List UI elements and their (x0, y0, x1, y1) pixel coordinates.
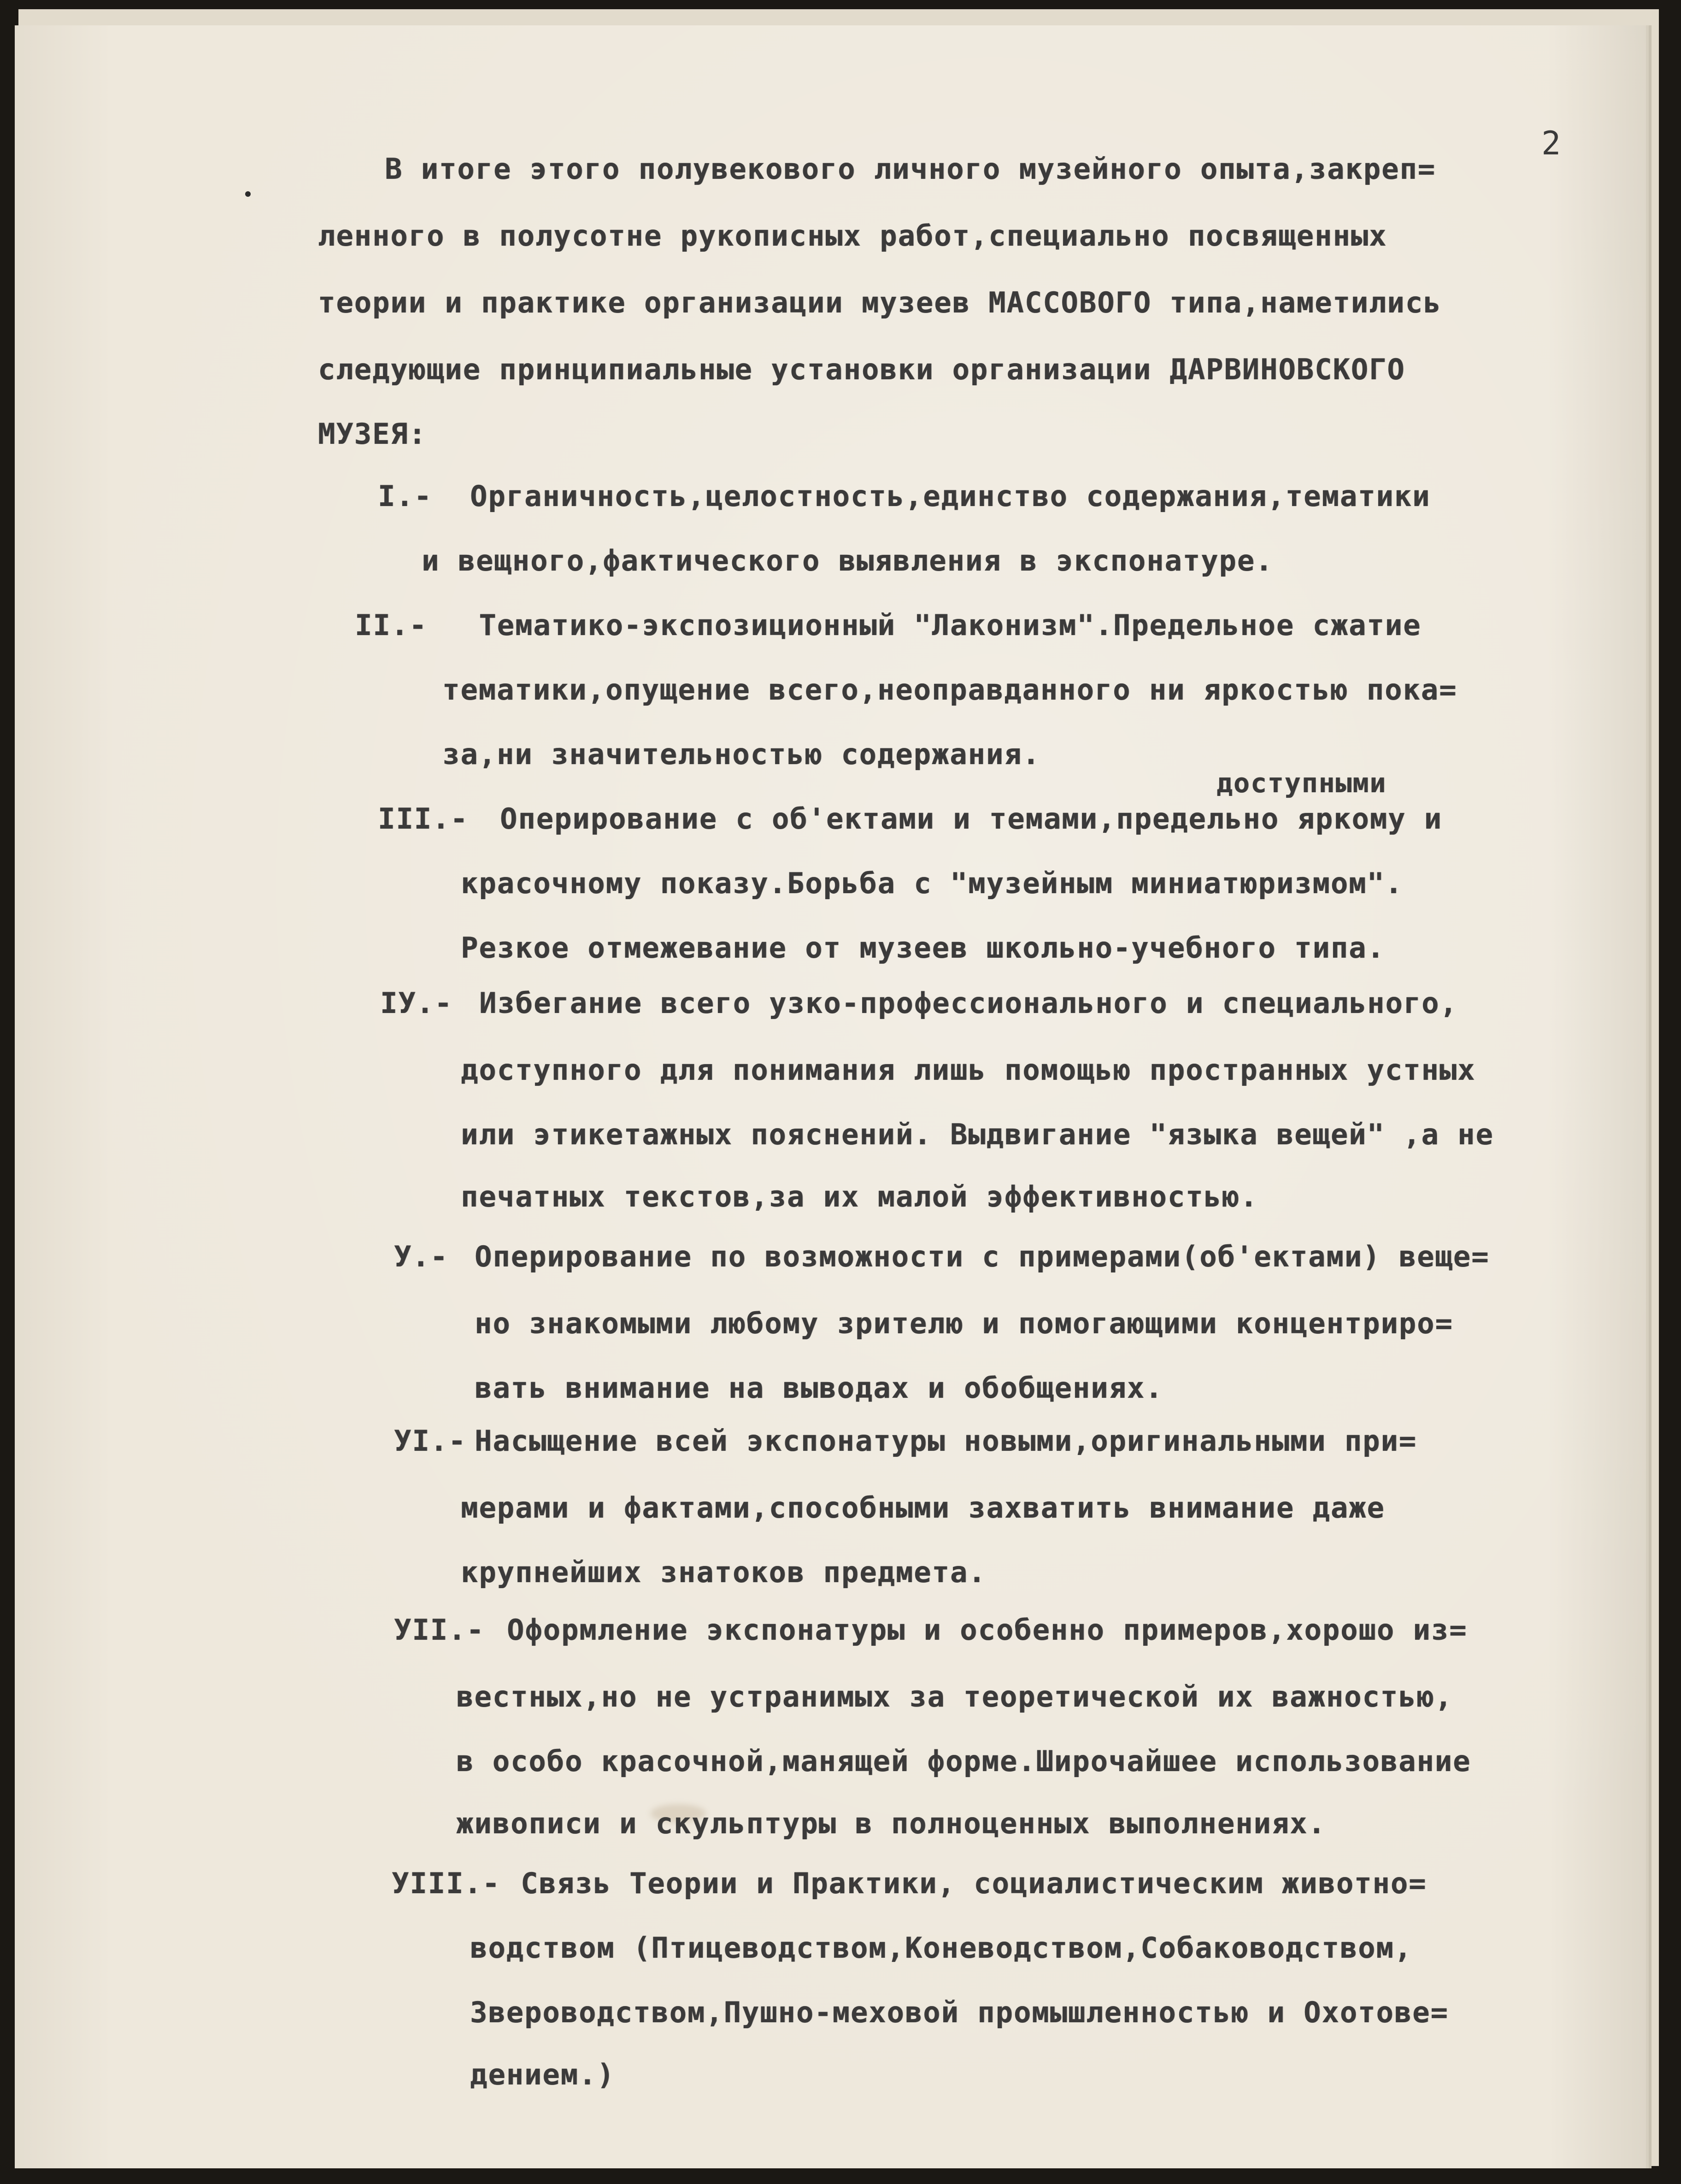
item-8-line-4: дением.) (470, 2058, 615, 2091)
item-3-line-1: Оперирование с об'ектами и темами,предельно яркому и (500, 802, 1443, 836)
item-7-line-2: вестных,но не устранимых за теоретической их важностью, (456, 1680, 1453, 1713)
item-2-numeral: II.- (355, 608, 428, 642)
item-7-line-4: живописи и скульптуры в полноценных выполнениях. (456, 1807, 1326, 1840)
item-5-line-3: вать внимание на выводах и обобщениях. (475, 1371, 1164, 1405)
margin-dot (245, 191, 251, 197)
intro-line-2: ленного в полусотне рукописных работ,специально посвященных (318, 219, 1387, 253)
item-7-line-3: в особо красочной,манящей форме.Широчайшее использование (456, 1744, 1471, 1778)
intro-line-5: МУЗЕЯ: (318, 417, 427, 451)
item-8-line-2: водством (Птицеводством,Коневодством,Собаководством, (470, 1931, 1413, 1965)
item-3-numeral: III.- (378, 802, 469, 836)
item-3-line-2: красочному показу.Борьба с "музейным миниатюризмом". (461, 866, 1404, 900)
intro-line-4: следующие принципиальные установки организации ДАРВИНОВСКОГО (318, 353, 1405, 386)
item-6-line-3: крупнейших знатоков предмета. (461, 1555, 987, 1589)
document-page (15, 25, 1646, 2168)
item-1-line-1: Органичность,целостность,единство содержания,тематики (470, 479, 1431, 513)
item-5-line-1: Оперирование по возможности с примерами(об'ектами) веще= (475, 1240, 1490, 1273)
item-8-line-3: Звероводством,Пушно-меховой промышленностью и Охотове= (470, 1996, 1449, 2029)
item-4-numeral: IУ.- (380, 986, 453, 1020)
item-3-line-3: Резкое отмежевание от музеев школьно-учебного типа. (461, 931, 1385, 965)
item-4-line-3: или этикетажных пояснений. Выдвигание "языка вещей" ,а не (461, 1118, 1494, 1151)
item-1-numeral: I.- (378, 479, 432, 513)
item-1-line-2: и вещного,фактического выявления в экспонатуре. (422, 544, 1274, 577)
page-number: 2 (1541, 124, 1561, 162)
item-8-numeral: УIII.- (392, 1866, 500, 1900)
intro-line-3: теории и практике организации музеев МАССОВОГО типа,наметились (318, 286, 1442, 319)
item-2-line-1: Тематико-экспозиционный "Лаконизм".Предельное сжатие (461, 608, 1422, 642)
item-3-insertion: доступными (1217, 767, 1387, 799)
item-8-line-1: Связь Теории и Практики, социалистическим животно= (521, 1866, 1427, 1900)
item-7-numeral: УII.- (394, 1613, 485, 1647)
item-4-line-4: печатных текстов,за их малой эффективностью. (461, 1180, 1258, 1213)
item-6-line-2: мерами и фактами,способными захватить внимание даже (461, 1491, 1385, 1525)
item-4-line-1: Избегание всего узко-профессионального и специального, (479, 986, 1458, 1020)
item-2-line-3: за,ни значительностью содержания. (442, 737, 1040, 771)
item-7-line-1: Оформление экспонатуры и особенно примеров,хорошо из= (507, 1613, 1468, 1647)
item-4-line-2: доступного для понимания лишь помощью пространных устных (461, 1053, 1476, 1087)
item-5-numeral: У.- (394, 1240, 448, 1273)
item-2-line-2: тематики,опущение всего,неоправданного ни яркостью пока= (442, 673, 1458, 706)
intro-line-1: В итоге этого полувекового личного музейного опыта,закреп= (385, 152, 1436, 186)
item-5-line-2: но знакомыми любому зрителю и помогающими концентриро= (475, 1307, 1453, 1340)
item-6-line-1: Насыщение всей экспонатуры новыми,оригинальными при= (475, 1424, 1417, 1458)
item-6-numeral: УI.- (394, 1424, 467, 1458)
